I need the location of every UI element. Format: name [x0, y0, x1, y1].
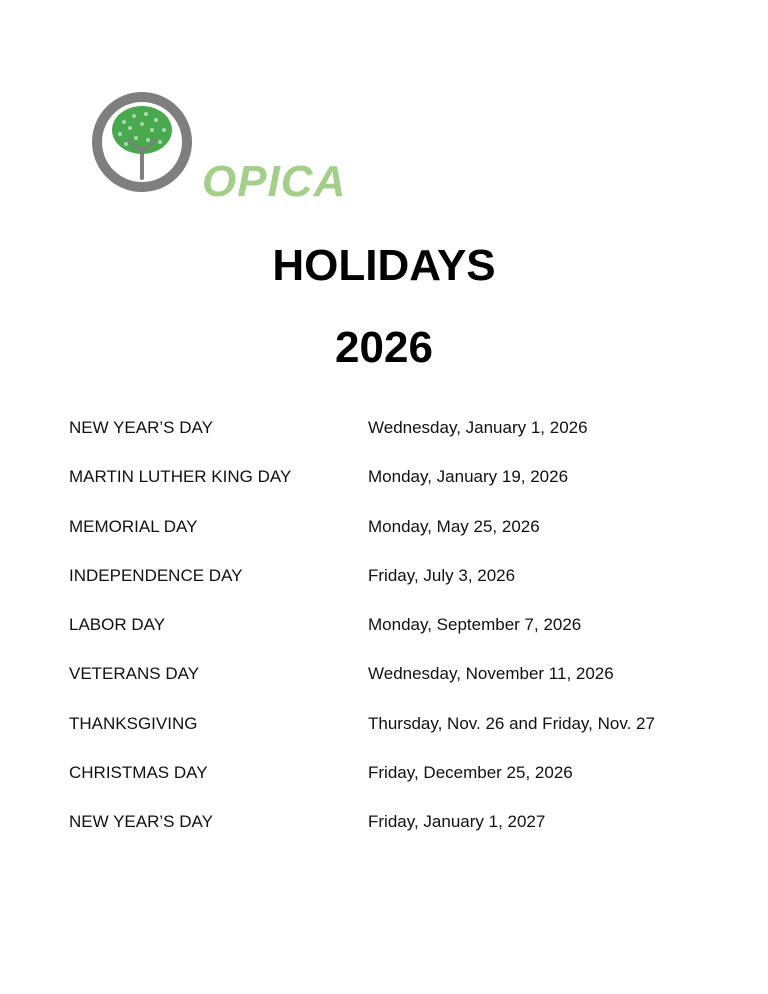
holiday-date: Monday, May 25, 2026: [368, 516, 540, 536]
holiday-name: NEW YEAR’S DAY: [69, 812, 213, 832]
holiday-row: [69, 467, 709, 516]
tree-in-circle-icon: [90, 90, 194, 194]
holiday-name: INDEPENDENCE DAY: [69, 565, 243, 585]
holiday-name: MEMORIAL DAY: [69, 516, 198, 536]
holiday-name: CHRISTMAS DAY: [69, 763, 208, 783]
holiday-row: [69, 664, 709, 713]
holiday-name: VETERANS DAY: [69, 664, 200, 684]
holiday-name: MARTIN LUTHER KING DAY: [69, 467, 292, 487]
holiday-row: [69, 418, 709, 467]
holiday-date: Friday, July 3, 2026: [368, 565, 516, 585]
holiday-row: [69, 566, 709, 615]
holiday-row: [69, 615, 709, 664]
holiday-row: [69, 714, 709, 763]
holiday-date: Monday, September 7, 2026: [368, 615, 582, 635]
holiday-name: NEW YEAR’S DAY: [69, 418, 213, 437]
page-title: HOLIDAYS: [272, 241, 496, 290]
holiday-name: LABOR DAY: [69, 615, 166, 635]
holiday-date: Wednesday, November 11, 2026: [368, 664, 614, 684]
holiday-list: [69, 418, 709, 862]
logo-wordmark: OPICA: [202, 157, 347, 206]
holiday-date: Friday, January 1, 2027: [368, 812, 546, 832]
holiday-date: Monday, January 19, 2026: [368, 467, 569, 487]
page-year: 2026: [335, 323, 433, 372]
holiday-name: THANKSGIVING: [69, 713, 198, 733]
holiday-row: [69, 812, 709, 861]
holiday-date: Thursday, Nov. 26 and Friday, Nov. 27: [368, 713, 655, 733]
holiday-date: Friday, December 25, 2026: [368, 763, 573, 783]
holiday-row: [69, 763, 709, 812]
opica-logo: [88, 88, 368, 208]
holiday-row: [69, 517, 709, 566]
holiday-date: Wednesday, January 1, 2026: [368, 418, 588, 437]
